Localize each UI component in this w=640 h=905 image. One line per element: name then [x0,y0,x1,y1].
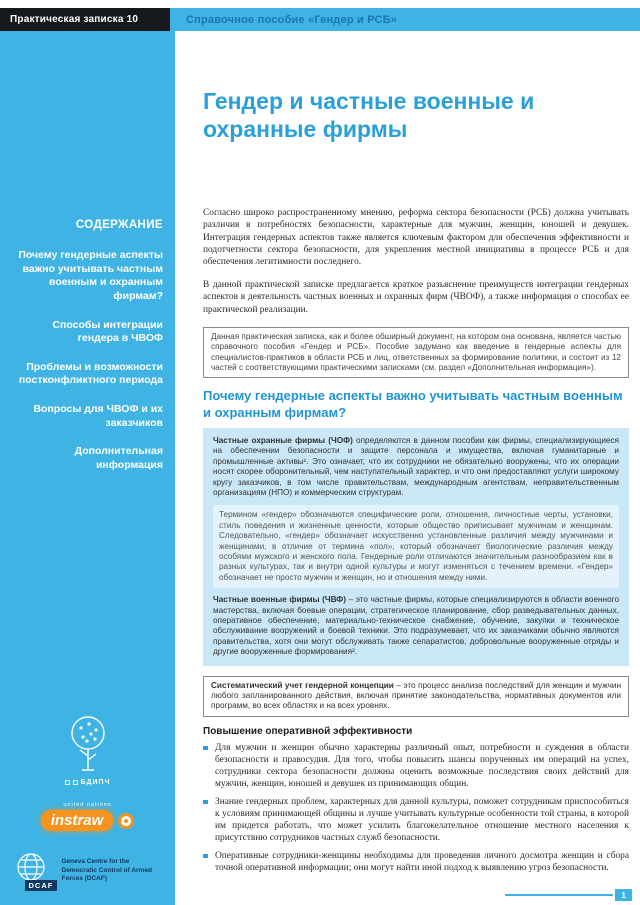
odihr-square-icon [73,780,78,785]
pmc-definition [213,595,619,657]
bullet-item-1 [203,742,629,791]
dcaf-logo [13,851,163,891]
bullet-text-1: Для мужчин и женщин обычно характерны различный опыт, потребности и суждения в области безопасности и правосудия. Для того, чтобы повысить шансы порученных им операций на успех, сотрудники сектора безопасности должны оценить возможные последствия своих действий для мужчин, женщин, юношей и девушек из принимающих общин. [215,742,629,790]
sidebar [0,31,175,905]
partner-logos [0,712,175,891]
definitions-box [203,428,629,666]
table-of-contents [0,219,175,488]
toc-item-why-gender-matters: Почему гендерные аспекты важно учитывать частным военным и охранным фирмам? [18,249,163,302]
footer-rule [505,894,613,896]
main-content [203,88,629,900]
instraw-wordmark: instraw [41,810,114,831]
subheading-operational-effectiveness: Повышение оперативной эффективности [203,725,413,737]
bullet-square-icon [203,800,208,805]
page-title: Гендер и частные военные и охранные фирмы [203,88,535,142]
toc-item-questions: Вопросы для ЧВОФ и их заказчиков [33,403,163,429]
bullet-text-2: Знание гендерных проблем, характерных для данной культуры, поможет сотрудникам приспособиться к условиям принимающей общины и лучше учитывать культурные особенности той страны, в которой им придется работать, что может усилить благожелательное отношение местного населения к присутствию сотрудников частных служб безопасности. [215,796,629,844]
practice-note-label: Практическая записка 10 [10,14,139,25]
gender-mainstreaming-box [203,676,629,717]
psc-definition [213,436,619,498]
psc-definition-text: определяются в данном пособии как фирмы, специализирующиеся на обеспечении безопасности и защите персонала и имущества, включая гуманитарные и промышленные активы¹. Это означает, что их сотрудники не обязательно вооружены, что их операции носят скорее оборонительный, чем наступательный характер, и что они предоставляют услуги широкому кругу заказчиков, в том числе правительствам, международным агентствам, неправительственным организациям (НПО) и коммерческим структурам. [213,435,619,497]
toolkit-title-bar [170,8,640,31]
intro-paragraph-2: В данной практической записке предлагается краткое разъяснение преимуществ интеграции гендерных аспектов в деятельность частных военных и охранных фирм (ЧВОФ), а также информация о способах ее практической реализации. [203,280,629,315]
toc-item-post-conflict: Проблемы и возможности постконфликтного периода [18,360,163,387]
bullet-list [203,742,629,874]
dcaf-wordmark: DCAF [25,880,58,891]
gender-definition-box [213,505,619,588]
bullet-square-icon [203,854,208,859]
dcaf-caption: Geneva Centre for the Democratic Control of Armed Forces (DCAF) [61,858,152,883]
psc-definition-lead: Частные охранные фирмы (ЧОФ) [213,435,357,445]
bullet-square-icon [203,746,208,751]
instraw-ring-icon [118,813,134,829]
practice-note-tag [0,8,170,31]
toolkit-title: Справочное пособие «Гендер и РСБ» [186,13,398,26]
pmc-definition-lead: Частные военные фирмы (ЧВФ) [213,595,349,605]
pmc-definition-text: – это частные фирмы, которые специализируются в области военного мастерства, включая боевые операции, стратегическое планирование, сбор разведывательных данных, оперативное обеспечение, материально-техническое снабжение, обучение, закупки и техническое обслуживание вооружений и боевой техники. Это подразумевает, что их заказчиками обычно являются правительства, хотя они могут обслуживать также сепаратистов, добровольные вооруженные отряды и другие вооруженные формирования². [213,595,619,657]
odihr-label-row [65,779,111,786]
page-number: 1 [615,889,632,901]
instraw-caption: united nations [63,802,112,808]
intro-paragraph-1: Согласно широко распространенному мнению, реформа сектора безопасности (РСБ) должна учитывать различия в потребностях безопасности, характерные для мужчин, женщин, юношей и девушек. Интеграция гендерных аспектов также является ключевым фактором для обеспечения эффективности и подотчетности сектора безопасности, для укрепления местной инициативы в процессе РСБ и для обеспечения легитимности последнего. [203,208,629,267]
header-bar [0,8,640,31]
odihr-square-icon [65,780,70,785]
bullet-item-2 [203,796,629,845]
gender-definition-text: Термином «гендер» обозначаются специфические роли, отношения, личностные черты, установки, стиль поведения и жизненные ценности, которые общество приписывает мужчинам и женщинам. Следовательно, «гендер» обозначает искусственно установленные различия между мужчинами и женщинами, в отличие от термина «пол», который обозначает биологические различия между особями мужского и женского пола. Гендерные роли отличаются значительным разнообразием как в разных культурах, так и внутри одной культуры и могут изменяться с течением времени. «Гендер» обозначает не просто мужчин и женщин, но и отношения между ними. [219,510,613,582]
bullet-text-3: Оперативные сотрудники-женщины необходимы для проведения личного досмотра женщин и сбора точной оперативной информации; они могут найти иной подход к выявлению угроз безопасности. [215,850,629,873]
odihr-label: БДИПЧ [80,779,111,786]
toc-item-more-info: Дополнительная информация [74,445,163,472]
toc-title: СОДЕРЖАНИЕ [75,219,163,231]
gender-mainstreaming-lead: Систематический учет гендерной концепции [211,680,394,690]
dcaf-globe-icon [13,851,55,891]
section-heading: Почему гендерные аспекты важно учитывать частным военным и охранным фирмам? [203,388,623,420]
tree-logo-icon [58,712,118,774]
toolkit-note-box: Данная практическая записка, как и более обширный документ, на котором она основана, является частью справочного пособия «Гендер и РСБ». Пособие задумано как введение в гендерные аспекты для специалистов-практиков в области РСБ и лиц, ответственных за формирование политики, и состоит из 12 частей с соответствующими практическими записками (см. раздел «Дополнительная информация»). [203,327,629,379]
gender-mainstreaming-text: – это процесс анализа последствий для женщин и мужчин любого запланированного действия, включая принятие законодательства, нормативных документов или программ, во всех областях и на всех уровнях. [211,680,621,711]
instraw-logo [41,802,135,831]
toc-item-integration-ways: Способы интеграции гендера в ЧВОФ [52,318,163,345]
page-footer [505,889,632,901]
bullet-item-3 [203,850,629,874]
